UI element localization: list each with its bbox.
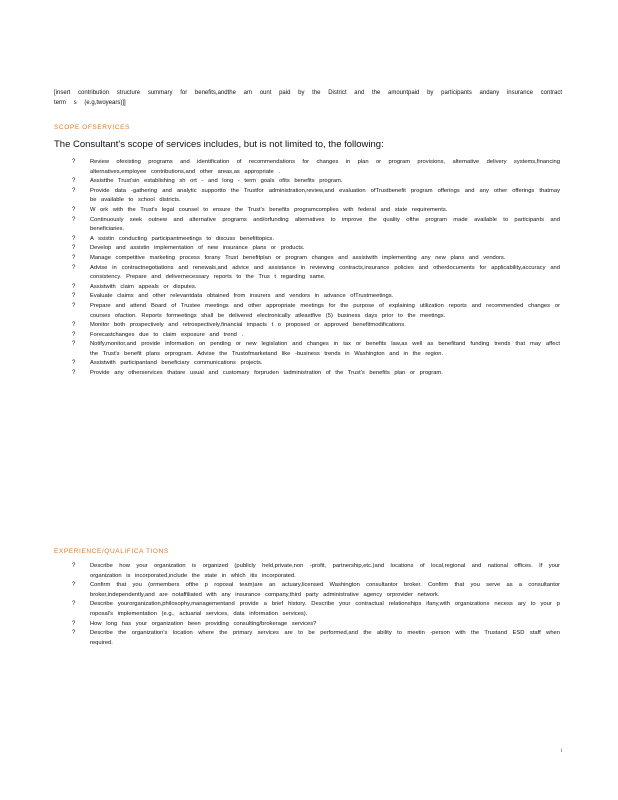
scope-item-text: Assistwith claim appeals or disputes. [90,283,197,290]
scope-item [72,331,560,341]
scope-item-text: Assistthe Trust'sin establishing sh ort - and long - term goals ofits benefits program. [90,178,343,185]
scope-item [72,321,560,331]
bullet-icon: ? [72,206,76,213]
scope-item-text: Evaluate claims and other relevantdata obtained from insurers and vendors in advance ofTrustmeetings. [90,293,394,300]
scope-item-text: Prepare and attend Board of Trustee meetings and other appropriate meetings for the purpose of explaining utilization reports and recommended changes or courses ofaction. Reports formeetings shall be delivered electronically atleastfive (5) business days prior to the meetings. [90,302,560,319]
bullet-icon: ? [72,620,76,627]
bullet-icon: ? [72,322,76,329]
scope-item [72,158,560,177]
bullet-icon: ? [72,254,76,261]
experience-list [72,562,560,648]
scope-heading: SCOPE OFSERVICES [54,124,130,131]
scope-lead: The Consultant's scope of services includes, but is not limited to, the following: [54,139,384,150]
scope-item [72,216,560,235]
bullet-icon: ? [72,582,76,589]
scope-item [72,359,560,369]
experience-item [72,600,560,619]
bullet-icon: ? [72,264,76,271]
bullet-icon: ? [72,341,76,348]
experience-heading: EXPERIENCE/QUALIFICA TIONS [54,548,169,555]
bullet-icon: ? [72,159,76,165]
bullet-icon: ? [72,601,76,608]
bullet-icon: ? [72,235,76,242]
experience-item [72,562,560,581]
scope-item [72,369,560,379]
experience-item-text: Describe the organization's location where the primary services are to be performed,and the ability to meetin -person with the Trustand ESD staff when required. [90,630,560,646]
scope-item-text: A ssistin conducting participantmeetings to discuss benefittopics. [90,235,274,242]
bullet-icon: ? [72,360,76,367]
bullet-icon: ? [72,331,76,338]
scope-item [72,292,560,302]
scope-item-text: Forecastchanges due to claim exposure and trend . [90,331,244,338]
scope-item-text: Assistwith participantand beneficiary communications projects. [90,360,263,367]
scope-list [72,158,560,379]
bullet-icon: ? [72,302,76,309]
scope-item-text: Manage competitive marketing process forany Trust benefitplan or program changes and assistwith implementing any new plans and vendors. [90,254,506,261]
scope-item [72,235,560,245]
scope-item [72,302,560,321]
scope-item [72,283,560,293]
bullet-icon: ? [72,283,76,290]
scope-item-text: Monitor both prospectively and retrospectively,financial impacts t o proposed or approved benefitmodifications. [90,322,406,329]
experience-item [72,620,560,630]
bullet-icon: ? [72,178,76,185]
bullet-icon: ? [72,293,76,300]
scope-item-text: Continuously seek outnew and alternative programs and/orfunding alternatives to improve the quality ofthe program made available to participants and beneficiaries. [90,216,560,233]
scope-item [72,340,560,359]
bullet-icon: ? [72,245,76,252]
intro-paragraph: [insert contribution structure summary for benefits,andthe am ount paid by the District and the amountpaid by participants andany insurance contract term s (e.g,twoyears)]] [54,90,562,106]
bullet-icon: ? [72,216,76,223]
scope-item [72,244,560,254]
scope-item [72,187,560,206]
scope-item [72,254,560,264]
scope-item [72,177,560,187]
page-number: i [560,748,562,754]
scope-item [72,264,560,283]
bullet-icon: ? [72,370,76,377]
scope-item-text: W ork with the Trust's legal counsel to ensure the Trust's benefits programcomplies with federal and state requirements. [90,206,448,213]
scope-item-text: Notify,monitor,and provide information on pending or new legislation and changes in tax or benefits law,as well as benefitand funding trends that may affect the Trust's benefit plans orprogram. Advise the Trustofmarketand like -business trends in Washington and in the region. [90,341,560,357]
scope-item-text: Provide any otherservices thatare usual and customary forpruden tadministration of the Trust's benefits plan or program. [90,370,443,377]
experience-item-text: How long has your organization been providing consulting/brokerage services? [90,620,317,627]
experience-item [72,581,560,600]
bullet-icon: ? [72,563,76,569]
bullet-icon: ? [72,187,76,194]
bullet-icon: ? [72,630,76,637]
experience-item-text: Confirm that you (ormembers ofthe p roposal team)are an actuary,licensed Washington consultantor broker. Confirm that you serve as a consultantor broker,independently,and are notaffiliated with any insurance company,third party administrative agency orprovider network. [90,582,560,598]
experience-item-text: Describe yourorganization,philosophy,managementand provide a brief history. Describe your contractual relationships ifany,with organizations necess ary to your p roposal's implementation (e.g., actuarial services, data information services). [90,601,560,617]
scope-item [72,206,560,216]
scope-item-text: Review ofexisting programs and identification of recommendations for changes in plan or program provisions, alternative delivery systems,financing alternatives,employee contributions,and other areas,as appropriate . [90,159,560,175]
scope-item-text: Develop and assistin implementation of new insurance plans or products. [90,245,305,252]
scope-item-text: Advise in contractnegotiations and renewals,and advice and assistance in reviewing contracts,insurance policies and otherdocuments for applicability,accuracy and consistency. Prepare and delivernecessary reports to the Trus t regarding same. [90,264,560,281]
scope-item-text: Provide data -gathering and analytic supportto the Trustfor administration,review,and evaluation ofTrustbenefit program offerings and any other offerings thatmay be available to school districts. [90,187,560,204]
experience-item [72,629,560,648]
experience-item-text: Describe how your organization is organized (publicly held,private,non -profit, partnership,etc.)and locations of local,regional and national offices. If your organization is incorporated,include the state in which itis incorporated. [90,563,560,579]
